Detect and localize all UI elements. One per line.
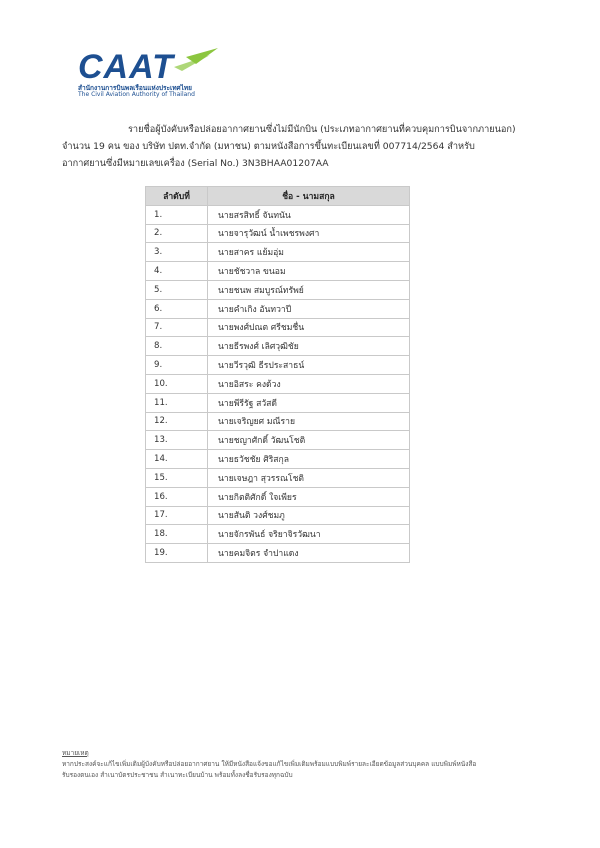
table-row — [146, 299, 410, 318]
table-row — [146, 468, 410, 487]
table-row — [146, 262, 410, 281]
table-row — [146, 393, 410, 412]
row-number: 15. — [146, 468, 208, 487]
row-full-name: นายสาคร แย้มอุ่ม — [208, 243, 410, 262]
intro-paragraph — [62, 121, 542, 172]
row-full-name: นายจารุวัฒน์ น้ำเพชรพงศา — [208, 224, 410, 243]
row-full-name: นายอิสระ คงด้วง — [208, 374, 410, 393]
row-number: 4. — [146, 262, 208, 281]
intro-line-2: จำนวน 19 คน ของ บริษัท ปตท.จำกัด (มหาชน) ตามหนังสือการขึ้นทะเบียนเลขที่ 007714/2564 สำหรับ — [62, 141, 475, 152]
column-header-order: ลำดับที่ — [146, 187, 208, 206]
row-number: 6. — [146, 299, 208, 318]
row-number: 18. — [146, 525, 208, 544]
row-full-name: นายคมจิตร จำปาแดง — [208, 544, 410, 563]
row-number: 19. — [146, 544, 208, 563]
table-row — [146, 224, 410, 243]
table-row — [146, 243, 410, 262]
table-row — [146, 337, 410, 356]
column-header-name: ชื่อ - นามสกุล — [208, 187, 410, 206]
row-number: 11. — [146, 393, 208, 412]
table-row — [146, 205, 410, 224]
row-full-name: นายกิตติศักดิ์ ใจเพียร — [208, 487, 410, 506]
row-number: 9. — [146, 356, 208, 375]
table-row — [146, 544, 410, 563]
footnote-heading: หมายเหตุ — [62, 749, 89, 757]
row-number: 3. — [146, 243, 208, 262]
row-full-name: นายวีรวุฒิ ธีรประสาธน์ — [208, 356, 410, 375]
row-number: 12. — [146, 412, 208, 431]
row-full-name: นายธีรพงศ์ เลิศวุฒิชัย — [208, 337, 410, 356]
footnote-line-2: รับรองตนเอง สำเนาบัตรประชาชน สำเนาทะเบียนบ้าน พร้อมทั้งลงชื่อรับรองทุกฉบับ — [62, 771, 293, 779]
table-row — [146, 506, 410, 525]
row-number: 2. — [146, 224, 208, 243]
row-number: 1. — [146, 205, 208, 224]
row-full-name: นายคำเกิง อันทวาปี — [208, 299, 410, 318]
row-full-name: นายพงศ์ปณต ศรีชมชื่น — [208, 318, 410, 337]
row-number: 17. — [146, 506, 208, 525]
footnote — [62, 748, 542, 781]
operators-table — [145, 186, 410, 563]
row-number: 16. — [146, 487, 208, 506]
row-number: 13. — [146, 431, 208, 450]
table-row — [146, 487, 410, 506]
caat-logo-mark — [78, 47, 228, 83]
row-full-name: นายเจษฎา สุวรรณโชติ — [208, 468, 410, 487]
table-row — [146, 374, 410, 393]
row-full-name: นายธวัชชัย ศิริสกุล — [208, 450, 410, 469]
row-full-name: นายสันติ วงศ์ชมภู — [208, 506, 410, 525]
table-row — [146, 356, 410, 375]
row-full-name: นายพีรีรัฐ สวัสดี — [208, 393, 410, 412]
org-name-english: The Civil Aviation Authority of Thailand — [78, 91, 195, 98]
table-row — [146, 318, 410, 337]
org-name-thai: สำนักงานการบินพลเรือนแห่งประเทศไทย — [78, 84, 192, 92]
row-number: 7. — [146, 318, 208, 337]
row-number: 8. — [146, 337, 208, 356]
row-full-name: นายชญาศักดิ์ วัฒนโชติ — [208, 431, 410, 450]
table-row — [146, 431, 410, 450]
row-number: 10. — [146, 374, 208, 393]
row-full-name: นายสรสิทธิ์ จันทนัน — [208, 205, 410, 224]
caat-logo — [78, 47, 228, 99]
row-full-name: นายชัชวาล ขนอม — [208, 262, 410, 281]
row-number: 5. — [146, 280, 208, 299]
table-row — [146, 412, 410, 431]
intro-line-3: อากาศยานซึ่งมีหมายเลขเครื่อง (Serial No.) 3N3BHAA01207AA — [62, 158, 329, 169]
row-full-name: นายชนพ สมบูรณ์ทรัพย์ — [208, 280, 410, 299]
table-header-row — [146, 187, 410, 206]
table-row — [146, 280, 410, 299]
table-row — [146, 450, 410, 469]
intro-line-1: รายชื่อผู้บังคับหรือปล่อยอากาศยานซึ่งไม่มีนักบิน (ประเภทอากาศยานที่ควบคุมการบินจากภายนอก) — [128, 124, 516, 135]
footnote-line-1: หากประสงค์จะแก้ไขเพิ่มเติมผู้บังคับหรือปล่อยอากาศยาน ให้มีหนังสือแจ้งขอแก้ไขเพิ่มเติมพร้อมแบบพิมพ์รายละเอียดข้อมูลส่วนบุคคล แบบพิมพ์หนังสือ — [62, 760, 477, 768]
row-number: 14. — [146, 450, 208, 469]
row-full-name: นายเจริญยศ มณีราย — [208, 412, 410, 431]
svg-text:CAAT: CAAT — [78, 48, 174, 83]
table-row — [146, 525, 410, 544]
row-full-name: นายจักรพันธ์ จริยาจิรวัฒนา — [208, 525, 410, 544]
